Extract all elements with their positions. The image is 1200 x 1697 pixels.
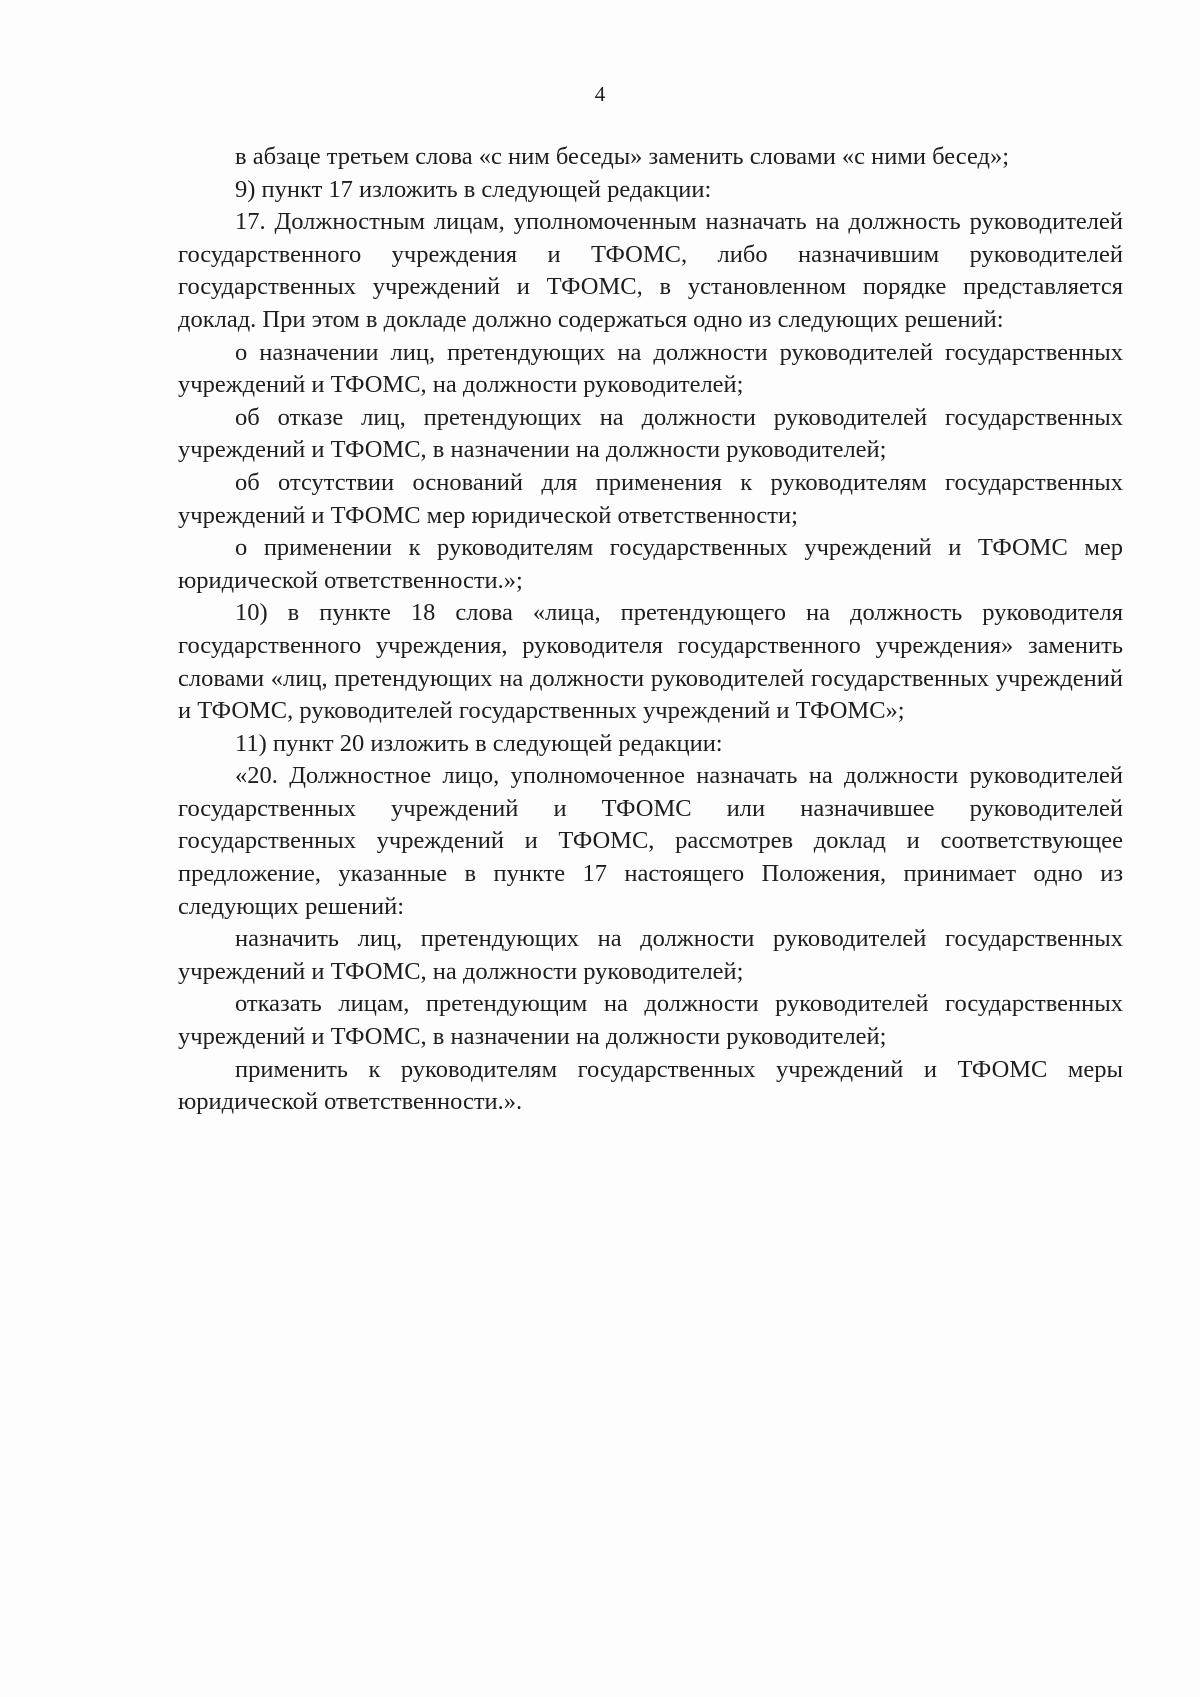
- paragraph-abzac-tretiy: в абзаце третьем слова «с ним беседы» заменить словами «с ними бесед»;: [235, 143, 1010, 170]
- document-body: [178, 141, 1123, 1119]
- page-number: 4: [594, 82, 606, 106]
- paragraph-point-20: «20. Должностное лицо, уполномоченное назначать на должности руководителей государственных учреждений и ТФОМС или назначившее руководителей государственных учреждений и ТФОМС, рассмотрев доклад и соответствующее предложение, указанные в пункте 17 настоящего Положения, принимает одно из следующих решений:: [178, 762, 1123, 920]
- paragraph-item-10: 10) в пункте 18 слова «лица, претендующего на должность руководителя государственного учреждения, руководителя государственного учреждения» заменить словами «лиц, претендующих на должности руководителей государственных учреждений и ТФОМС, руководителей государственных учреждений и ТФОМС»;: [178, 599, 1123, 725]
- paragraph-decision-apply-measures-20: применить к руководителям государственных учреждений и ТФОМС меры юридической ответственности.».: [178, 1055, 1123, 1116]
- paragraph-decision-appoint-20: назначить лиц, претендующих на должности руководителей государственных учреждений и ТФОМС, на должности руководителей;: [178, 925, 1123, 985]
- paragraph-item-9-heading: 9) пункт 17 изложить в следующей редакции:: [235, 175, 712, 203]
- paragraph-point-17: 17. Должностным лицам, уполномоченным назначать на должность руководителей государственного учреждения и ТФОМС, либо назначившим руководителей государственных учреждений и ТФОМС, в установленном порядке представляется доклад. При этом в докладе должно содержаться одно из следующих решений:: [178, 208, 1123, 333]
- paragraph-decision-no-grounds: об отсутствии оснований для применения к руководителям государственных учреждений и ТФОМС мер юридической ответственности;: [178, 468, 1123, 529]
- paragraph-decision-apply-measures: о применении к руководителям государственных учреждений и ТФОМС мер юридической ответственности.»;: [178, 534, 1123, 594]
- paragraph-item-11-heading: 11) пункт 20 изложить в следующей редакции:: [235, 729, 723, 757]
- paragraph-decision-refuse: об отказе лиц, претендующих на должности руководителей государственных учреждений и ТФОМС, в назначении на должности руководителей;: [178, 403, 1123, 464]
- paragraph-decision-appoint: о назначении лиц, претендующих на должности руководителей государственных учреждений и ТФОМС, на должности руководителей;: [178, 338, 1123, 399]
- paragraph-decision-refuse-20: отказать лицам, претендующим на должности руководителей государственных учреждений и ТФОМС, в назначении на должности руководителей;: [178, 990, 1123, 1051]
